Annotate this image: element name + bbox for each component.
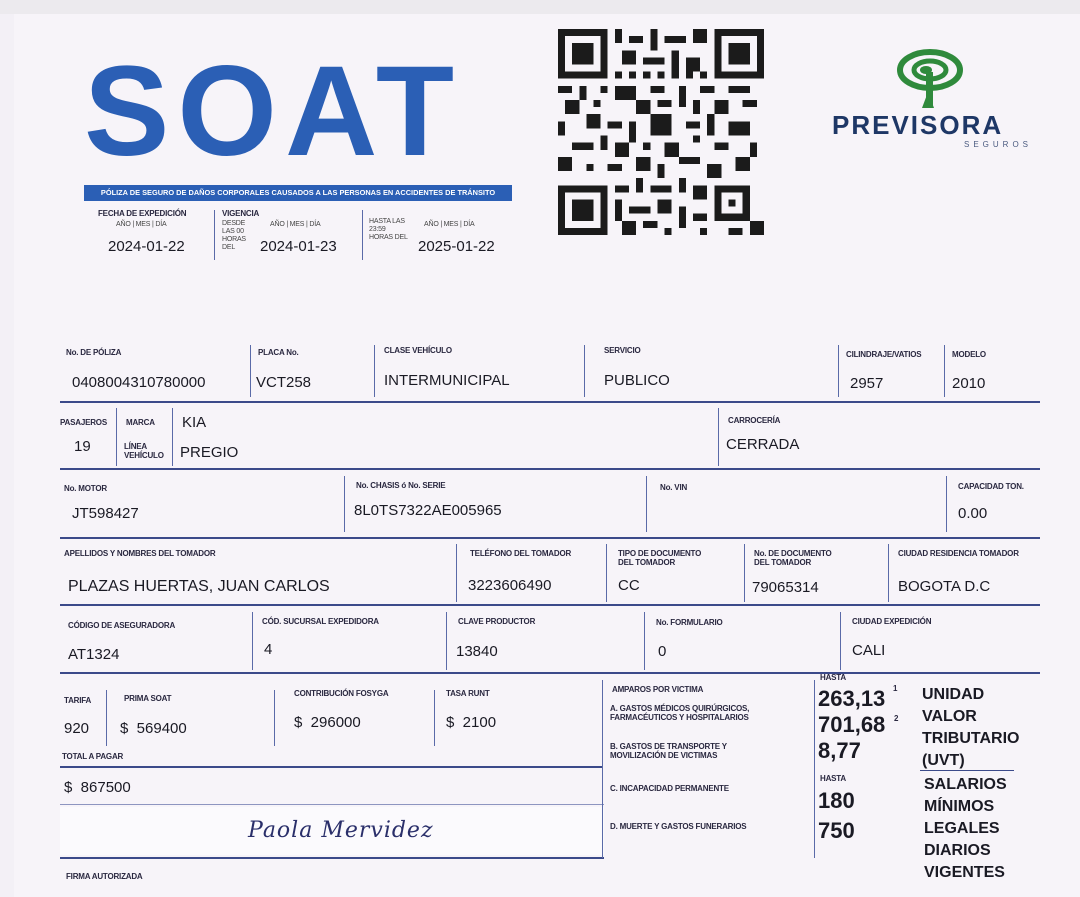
divider [606, 544, 607, 602]
amparo-value-5: 750 [818, 818, 855, 843]
amparo-a-label: A. GASTOS MÉDICOS QUIRÚRGICOS, FARMACÉUTICOS Y HOSPITALARIOS [610, 704, 750, 722]
row-divider [60, 672, 1040, 674]
divider [362, 210, 363, 260]
divider [344, 476, 345, 532]
fosyga-label: CONTRIBUCIÓN FOSYGA [294, 689, 389, 698]
placa-label: PLACA No. [258, 348, 299, 357]
row-divider [60, 857, 604, 859]
divider [252, 612, 253, 670]
cilindraje-label: CILINDRAJE/VATIOS [846, 350, 922, 359]
sucursal-label: CÓD. SUCURSAL EXPEDIDORA [262, 617, 379, 626]
amparo-value-1: 263,13 [818, 686, 886, 711]
divider [456, 544, 457, 602]
qr-code-image [558, 24, 764, 240]
placa-value: VCT258 [256, 374, 312, 391]
pasajeros-value: 19 [74, 438, 91, 455]
smldv-line: SALARIOS [924, 776, 1007, 793]
divider [744, 544, 745, 602]
prima-value: $ 569400 [120, 720, 187, 737]
amparo-b-label: B. GASTOS DE TRANSPORTE Y MOVILIZACIÓN DE VICTIMAS [610, 742, 727, 760]
divider [214, 210, 215, 260]
divider [434, 690, 435, 746]
tipo-doc-label: TIPO DE DOCUMENTO DEL TOMADOR [618, 549, 702, 567]
desde-label: DESDE LAS 00 HORAS DEL [222, 220, 246, 251]
smldv-line: LEGALES [924, 820, 1000, 837]
divider [250, 345, 251, 397]
linea-label: LÍNEA VEHÍCULO [124, 442, 164, 460]
num-doc-label: No. DE DOCUMENTO DEL TOMADOR [754, 549, 832, 567]
hasta-label-2: HASTA [820, 774, 846, 783]
clave-productor-value: 13840 [456, 643, 498, 660]
previsora-brand-sub: SEGUROS [964, 140, 1033, 149]
top-band [0, 0, 1080, 14]
row-divider [60, 604, 1040, 606]
expedicion-date-parts: AÑO | MES | DÍA [116, 221, 167, 228]
formulario-value: 0 [658, 643, 667, 660]
smldv-line: MÍNIMOS [924, 798, 995, 815]
smldv-line: DIARIOS [924, 842, 991, 859]
tarifa-value: 920 [64, 720, 90, 737]
hasta-date: 2025-01-22 [418, 238, 495, 255]
divider [446, 612, 447, 670]
linea-value: PREGIO [180, 444, 239, 461]
capacidad-value: 0.00 [958, 505, 988, 522]
amparo-d-label: D. MUERTE Y GASTOS FUNERARIOS [610, 822, 747, 831]
total-value: $ 867500 [64, 779, 131, 796]
carroceria-label: CARROCERÍA [728, 416, 781, 425]
soat-subtitle: PÓLIZA DE SEGURO DE DAÑOS CORPORALES CAUSADOS A LAS PERSONAS EN ACCIDENTES DE TRÁNSITO [84, 185, 512, 201]
poliza-value: 0408004310780000 [72, 374, 206, 391]
divider [374, 345, 375, 397]
ciudad-expedicion-value: CALI [852, 642, 886, 659]
row-divider [60, 804, 604, 805]
divider [838, 345, 839, 397]
row-divider [60, 537, 1040, 539]
divider [116, 408, 117, 466]
formulario-label: No. FORMULARIO [656, 618, 723, 627]
uvt-text [922, 684, 1019, 772]
telefono-value: 3223606490 [468, 577, 552, 594]
divider [718, 408, 719, 466]
amparo-value-4: 180 [818, 788, 855, 813]
servicio-value: PUBLICO [604, 372, 670, 389]
codigo-aseguradora-value: AT1324 [68, 646, 120, 663]
ciudad-residencia-value: BOGOTA D.C [898, 578, 991, 595]
uvt-line: TRIBUTARIO [922, 730, 1020, 747]
tomador-nombre-value: PLAZAS HUERTAS, JUAN CARLOS [68, 578, 330, 595]
codigo-aseguradora-label: CÓDIGO DE ASEGURADORA [68, 621, 176, 630]
divider [946, 476, 947, 532]
desde-date: 2024-01-23 [260, 238, 337, 255]
divider [602, 680, 603, 858]
hasta-label-1: HASTA [820, 673, 846, 682]
amparo-value-2: 701,68 [818, 712, 886, 737]
chasis-value: 8L0TS7322AE005965 [354, 502, 502, 519]
expedicion-date: 2024-01-22 [108, 238, 185, 255]
capacidad-label: CAPACIDAD TON. [958, 482, 1024, 491]
marca-label: MARCA [126, 418, 155, 427]
amparos-title: AMPAROS POR VICTIMA [612, 685, 704, 694]
divider [274, 690, 275, 746]
runt-value: $ 2100 [446, 714, 497, 731]
row-divider [60, 401, 1040, 403]
divider [646, 476, 647, 532]
motor-label: No. MOTOR [64, 484, 107, 493]
divider [644, 612, 645, 670]
uvt-line: VALOR [922, 708, 977, 725]
cilindraje-value: 2957 [850, 375, 884, 392]
clave-productor-label: CLAVE PRODUCTOR [458, 617, 536, 626]
ciudad-residencia-label: CIUDAD RESIDENCIA TOMADOR [898, 549, 1019, 558]
modelo-value: 2010 [952, 375, 986, 392]
tipo-doc-value: CC [618, 577, 640, 594]
amparo-value-3: 8,77 [818, 738, 861, 763]
pasajeros-label: PASAJEROS [60, 418, 107, 427]
hasta-date-parts: AÑO | MES | DÍA [424, 221, 475, 228]
divider [888, 544, 889, 602]
firma-label: FIRMA AUTORIZADA [66, 872, 143, 881]
servicio-label: SERVICIO [604, 346, 641, 355]
desde-date-parts: AÑO | MES | DÍA [270, 221, 321, 228]
motor-value: JT598427 [72, 505, 139, 522]
prima-label: PRIMA SOAT [124, 694, 172, 703]
expedicion-label: FECHA DE EXPEDICIÓN [98, 209, 187, 218]
clase-value: INTERMUNICIPAL [384, 372, 510, 389]
total-label: TOTAL A PAGAR [62, 752, 124, 761]
ciudad-expedicion-label: CIUDAD EXPEDICIÓN [852, 617, 932, 626]
vin-label: No. VIN [660, 483, 688, 492]
modelo-label: MODELO [952, 350, 986, 359]
divider [584, 345, 585, 397]
amparo-sup-1: 1 [893, 684, 898, 693]
tarifa-label: TARIFA [64, 696, 92, 705]
row-divider [60, 766, 602, 768]
fosyga-value: $ 296000 [294, 714, 361, 731]
telefono-label: TELÉFONO DEL TOMADOR [470, 549, 572, 558]
marca-value: KIA [182, 414, 207, 431]
uvt-underline [920, 770, 1014, 771]
chasis-label: No. CHASIS ó No. SERIE [356, 481, 446, 490]
runt-label: TASA RUNT [446, 689, 490, 698]
divider [840, 612, 841, 670]
amparo-c-label: C. INCAPACIDAD PERMANENTE [610, 784, 729, 793]
authorized-signature: Paola Mervidez [248, 818, 434, 843]
divider [944, 345, 945, 397]
soat-logo: SOAT [84, 40, 463, 183]
previsora-brand: PREVISORA [832, 110, 1004, 140]
divider [106, 690, 107, 746]
divider [814, 680, 815, 858]
previsora-logo-icon [892, 48, 968, 110]
tomador-nombre-label: APELLIDOS Y NOMBRES DEL TOMADOR [64, 549, 216, 558]
sucursal-value: 4 [264, 641, 273, 658]
num-doc-value: 79065314 [752, 579, 819, 596]
poliza-label: No. DE PÓLIZA [66, 348, 122, 357]
divider [172, 408, 173, 466]
smldv-text [924, 774, 1007, 884]
uvt-line: UNIDAD [922, 686, 985, 703]
clase-label: CLASE VEHÍCULO [384, 346, 452, 355]
hasta-label: HASTA LAS 23:59 HORAS DEL [369, 218, 408, 241]
vigencia-label: VIGENCIA [222, 209, 260, 218]
amparo-sup-2: 2 [894, 714, 899, 723]
carroceria-value: CERRADA [726, 436, 800, 453]
row-divider [60, 468, 1040, 470]
uvt-line: (UVT) [922, 752, 965, 769]
smldv-line: VIGENTES [924, 864, 1005, 881]
